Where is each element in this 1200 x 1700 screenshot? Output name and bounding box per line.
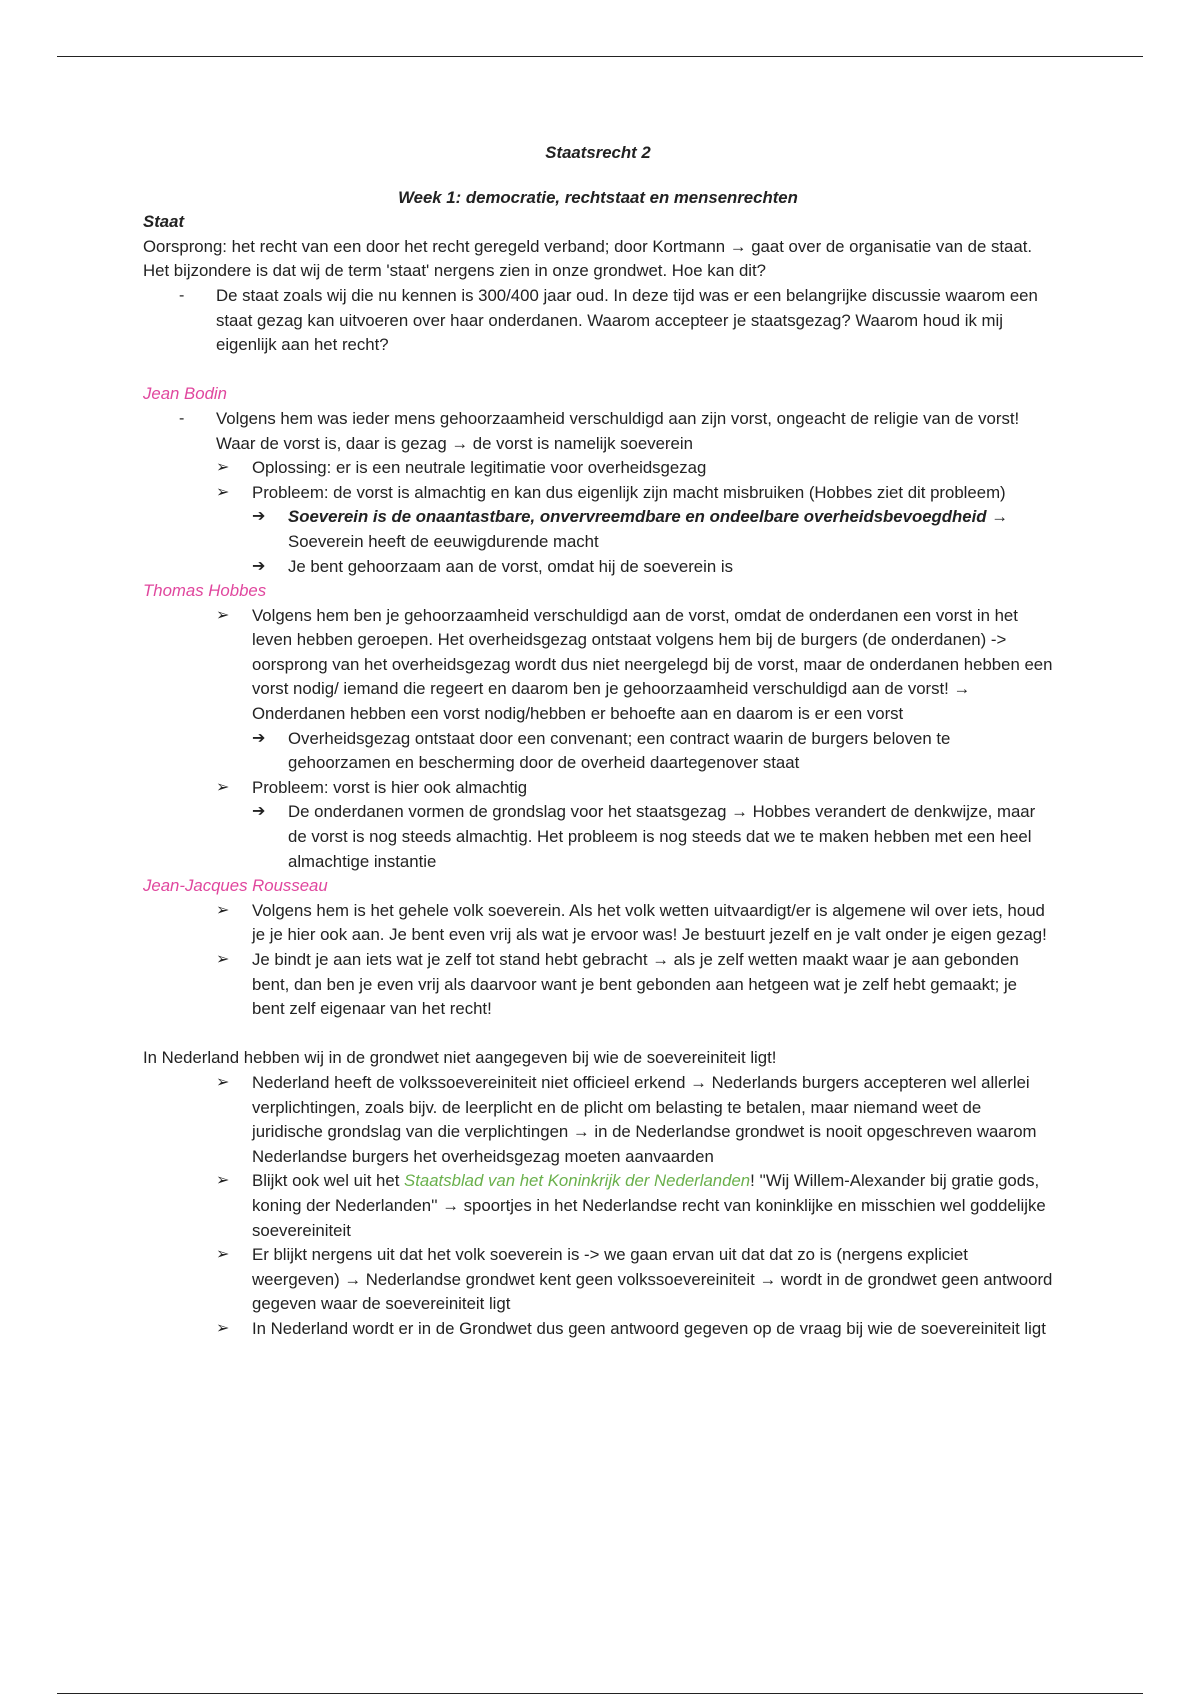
list-item [143,604,1053,727]
list-item [143,284,1053,358]
list-item [143,505,1053,554]
staatsblad-link: Staatsblad van het Koninkrijk der Nederlanden [404,1171,751,1191]
list-item [143,481,1053,506]
document-title: Staatsrecht 2 [545,143,651,162]
bodin-bullet-text: Volgens hem was ieder mens gehoorzaamheid verschuldigd aan zijn vorst, ongeacht de religie van de vorst! Waar de vorst is, daar is gezag → de vorst is namelijk soeverein [216,408,1020,453]
bodin-arrow1-rest: → Soeverein heeft de eeuwigdurende macht [288,507,1008,551]
nederland-point1-text: Nederland heeft de volkssoevereiniteit niet officieel erkend → Nederlands burgers accepteren wel allerlei verplichtingen, zoals bijv. de leerplicht en de plicht om belasting te betalen, maar niemand weet de juridische grondslag van die verplichtingen → in de Nederlandse grondwet is nooit opgeschreven waarom Nederlandse burgers het overheidsgezag moeten aanvaarden [252,1072,1037,1166]
section-heading-bodin: Jean Bodin [143,384,227,404]
nederland-intro: In Nederland hebben wij in de grondwet niet aangegeven bij wie de soevereiniteit ligt! [143,1048,777,1068]
hobbes-arrow1-text: Overheidsgezag ontstaat door een convenant; een contract waarin de burgers beloven te gehoorzamen en bescherming door de overheid daartegenover staat [288,728,951,773]
bodin-point1-text: Oplossing: er is een neutrale legitimatie voor overheidsgezag [252,458,707,478]
dash-bullet-icon: - [179,409,185,427]
staat-bullet-text: De staat zoals wij die nu kennen is 300/400 jaar oud. In deze tijd was er een belangrijke discussie waarom een staat gezag kan uitvoeren over haar onderdanen. Waarom accepteer je staatsgezag? Waarom houd ik mij eigenlijk aan het recht? [216,285,1038,355]
staat-intro: Oorsprong: het recht van een door het recht geregeld verband; door Kortmann → gaat over de organisatie van de staat. Het bijzondere is dat wij de term 'staat' nergens zien in onze grondwet. Hoe kan dit? [143,236,1033,281]
list-item [143,1243,1053,1317]
checkmark-bullet-icon: ➢ [216,606,230,624]
section-heading-rousseau: Jean-Jacques Rousseau [143,876,328,896]
nederland-point2-post: ! ''Wij Willem-Alexander bij gratie gods, koning der Nederlanden'' → spoortjes in het Nederlandse recht van koninklijke en misschien wel goddelijke soevereiniteit [252,1171,1046,1240]
nederland-point4-text: In Nederland wordt er in de Grondwet dus geen antwoord gegeven op de vraag bij wie de soevereiniteit ligt [252,1318,1046,1338]
list-item [143,1317,1053,1342]
list-item [143,800,1053,874]
arrow-bullet-icon: ➔ [252,508,266,526]
list-item [143,407,1053,456]
list-item [143,456,1053,481]
checkmark-bullet-icon: ➢ [216,483,230,501]
checkmark-bullet-icon: ➢ [216,1319,230,1337]
checkmark-bullet-icon: ➢ [216,1172,230,1190]
arrow-bullet-icon: ➔ [252,557,266,575]
top-rule [57,56,1143,57]
checkmark-bullet-icon: ➢ [216,1246,230,1264]
bodin-arrow2-text: Je bent gehoorzaam aan de vorst, omdat hij de soeverein is [288,556,733,576]
list-item [143,1071,1053,1169]
bodin-point2-text: Probleem: de vorst is almachtig en kan dus eigenlijk zijn macht misbruiken (Hobbes ziet dit probleem) [252,482,1006,502]
list-item [143,1169,1053,1243]
hobbes-arrow2-text: De onderdanen vormen de grondslag voor het staatsgezag → Hobbes verandert de denkwijze, maar de vorst is nog steeds almachtig. Het probleem is nog steeds dat we te maken hebben met een heel almachtige instantie [288,802,1036,871]
list-item [143,555,1053,580]
document-subtitle: Week 1: democratie, rechtstaat en mensenrechten [398,187,798,207]
bodin-arrow1-bold: Soeverein is de onaantastbare, onvervreemdbare en ondeelbare overheidsbevoegdheid [288,507,987,527]
hobbes-point2-text: Probleem: vorst is hier ook almachtig [252,777,528,797]
arrow-bullet-icon: ➔ [252,729,266,747]
arrow-bullet-icon: ➔ [252,803,266,821]
list-item [143,899,1053,948]
nederland-point2-pre: Blijkt ook wel uit het [252,1171,405,1191]
list-item [143,727,1053,776]
checkmark-bullet-icon: ➢ [216,1073,230,1091]
section-heading-staat: Staat [143,212,185,232]
checkmark-bullet-icon: ➢ [216,778,230,796]
section-heading-hobbes: Thomas Hobbes [143,581,267,601]
document-body [143,141,1053,1342]
hobbes-point1-text: Volgens hem ben je gehoorzaamheid verschuldigd aan de vorst, omdat de onderdanen een vorst in het leven hebben geroepen. Het overheidsgezag ontstaat volgens hem bij de burgers (de onderdanen) -> oorsprong van het overheidsgezag wordt dus niet neergelegd bij de vorst, maar de onderdanen hebben een vorst nodig/ iemand die regeert en daarom ben je gehoorzaamheid verschuldigd aan de vorst! → Onderdanen hebben een vorst nodig/hebben er behoefte aan en daarom is er een vorst [252,605,1053,724]
checkmark-bullet-icon: ➢ [216,951,230,968]
nederland-point3-text: Er blijkt nergens uit dat het volk soeverein is -> we gaan ervan uit dat dat zo is (nergens expliciet weergeven) → Nederlandse grondwet kent geen volkssoevereiniteit → wordt in de grondwet geen antwoord gegeven waar de soevereiniteit ligt [252,1245,1053,1314]
checkmark-bullet-icon: ➢ [216,459,230,477]
rousseau-point1-text: Volgens hem is het gehele volk soeverein. Als het volk wetten uitvaardigt/er is algemene wil over iets, houd je je hier ook aan. Je bent even vrij als wat je ervoor was! Je bestuurt jezelf en je valt onder je eigen gezag! [252,900,1047,945]
dash-bullet-icon: - [179,286,185,304]
list-item [143,776,1053,801]
rousseau-point2-text: Je bindt je aan iets wat je zelf tot stand hebt gebracht → als je zelf wetten maakt waar je aan gebonden bent, dan ben je even vrij als daarvoor want je bent gebonden aan hetgeen wat je zelf hebt gemaakt; je bent zelf eigenaar van het recht! [252,950,1019,1019]
checkmark-bullet-icon: ➢ [216,901,230,919]
bottom-rule [57,1693,1143,1694]
list-item [143,948,1053,1022]
